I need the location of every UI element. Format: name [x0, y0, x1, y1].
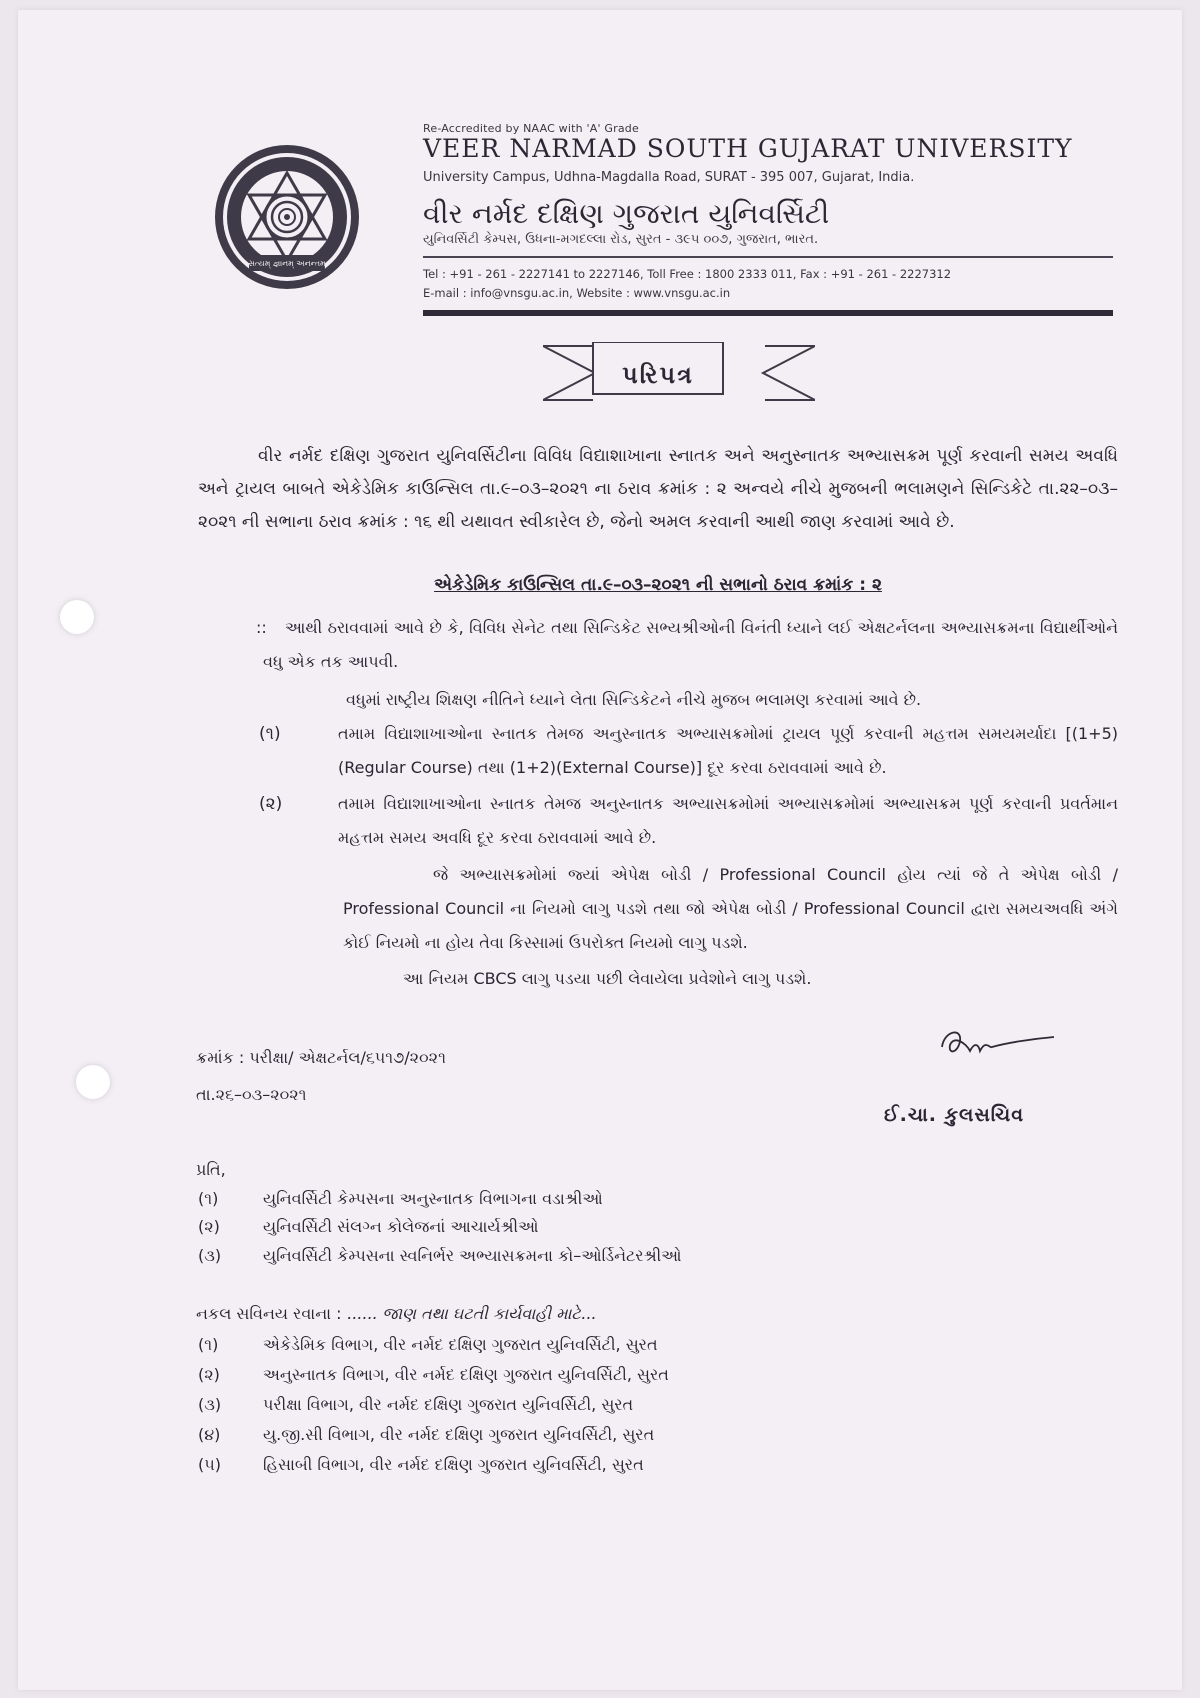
punch-hole — [76, 1065, 110, 1099]
list-item: અનુસ્નાતક વિભાગ, વીર નર્મદ દક્ષિણ ગુજરાત યુનિવર્સિટી, સુરત — [263, 1365, 669, 1384]
list-item: યુનિવર્સિટી કેમ્પસના સ્વનિર્ભર અભ્યાસક્રમના કો–ઓર્ડિનેટરશ્રીઓ — [263, 1246, 682, 1265]
resolution-mark: :: — [256, 618, 267, 637]
list-item-number: (૫) — [198, 1455, 221, 1474]
point-number: (૧) — [259, 724, 281, 744]
signature-icon — [936, 1013, 1056, 1073]
list-item: યુનિવર્સિટી સંલગ્ન કોલેજનાં આચાર્યશ્રીઓ — [263, 1217, 539, 1236]
point-text: તમામ વિદ્યાશાખાઓના સ્નાતક તેમજ અનુસ્નાતક અભ્યાસક્રમોમાં ટ્રાયલ પૂર્ણ કરવાની મહત્તમ સમયમર્યાદા [(1+5)(Regular Course) તથા (1+2)(External Course)] દૂર કરવા ઠરાવવામાં આવે છે. — [338, 724, 1118, 777]
cbcs-note: આ નિયમ CBCS લાગુ પડયા પછી લેવાયેલા પ્રવેશોને લાગુ પડશે. — [403, 969, 812, 988]
university-name-gujarati: વીર નર્મદ દક્ષિણ ગુજરાત યુનિવર્સિટી — [423, 197, 830, 230]
header-thick-divider — [423, 310, 1113, 316]
punch-hole — [60, 600, 94, 634]
email-website: E-mail : info@vnsgu.ac.in, Website : www.vnsgu.ac.in — [423, 286, 731, 300]
list-item: પરીક્ષા વિભાગ, વીર નર્મદ દક્ષિણ ગુજરાત યુનિવર્સિટી, સુરત — [263, 1395, 634, 1414]
recommendation-intro: વધુમાં રાષ્ટ્રીય શિક્ષણ નીતિને ધ્યાને લેતા સિન્ડિકેટને નીચે મુજબ ભલામણ કરવામાં આવે છે. — [346, 690, 922, 709]
signatory-title: ઈ.ચા. કુલસચિવ — [884, 1104, 1025, 1126]
copy-purpose: ...... જાણ તથા ઘટતી કાર્યવાહી માટે... — [346, 1304, 596, 1323]
point-text: તમામ વિદ્યાશાખાઓના સ્નાતક તેમજ અનુસ્નાતક અભ્યાસક્રમોમાં અભ્યાસક્રમોમાં અભ્યાસક્રમ પૂર્ણ કરવાની પ્રવર્તમાન મહત્તમ સમય અવધિ દૂર કરવા ઠરાવવામાં આવે છે. — [338, 794, 1118, 847]
accreditation-text: Re-Accredited by NAAC with 'A' Grade — [423, 122, 639, 135]
contact-numbers: Tel : +91 - 261 - 2227141 to 2227146, Toll Free : 1800 2333 011, Fax : +91 - 261 - 2227312 — [423, 267, 952, 281]
list-item-number: (૩) — [198, 1246, 222, 1265]
address-gujarati: યુનિવર્સિટી કેમ્પસ, ઉધના-મગદલ્લા રોડ, સુરત - ૩૯૫ ૦૦૭, ગુજરાત, ભારત. — [423, 232, 819, 247]
point-number: (૨) — [259, 794, 283, 814]
list-item: યુ.જી.સી વિભાગ, વીર નર્મદ દક્ષિણ ગુજરાત યુનિવર્સિટી, સુરત — [263, 1425, 655, 1444]
university-name-english: VEER NARMAD SOUTH GUJARAT UNIVERSITY — [423, 134, 1073, 163]
document-title: પરિપત્ર — [622, 361, 694, 389]
list-item-number: (૪) — [198, 1425, 221, 1444]
list-item-number: (૧) — [198, 1189, 219, 1208]
copy-label: નકલ સવિનય રવાના : — [196, 1304, 342, 1323]
list-item-number: (૧) — [198, 1335, 219, 1354]
document-page — [18, 10, 1182, 1690]
address-english: University Campus, Udhna-Magdalla Road, SURAT - 395 007, Gujarat, India. — [423, 170, 915, 185]
seal-motto: સત્યમ્ જ્ઞાનમ્ અનન્તમ્ — [248, 259, 326, 268]
copy-to-line — [196, 1304, 596, 1324]
list-item: યુનિવર્સિટી કેમ્પસના અનુસ્નાતક વિભાગના વડાશ્રીઓ — [263, 1189, 603, 1208]
reference-number: ક્રમાંક : પરીક્ષા/ એક્ષટર્નલ/૬૫૧૭/૨૦૨૧ — [196, 1048, 446, 1067]
recipients-label: પ્રતિ, — [196, 1160, 226, 1179]
resolution-heading: એકેડેમિક કાઉન્સિલ તા.૯–૦૩–૨૦૨૧ ની સભાનો ઠરાવ ક્રમાંક : ૨ — [434, 575, 882, 595]
reference-date: તા.૨૬–૦૩–૨૦૨૧ — [196, 1085, 307, 1104]
header-divider — [423, 256, 1113, 258]
resolution-text: આથી ઠરાવવામાં આવે છે કે, વિવિધ સેનેટ તથા સિન્ડિકેટ સભ્યશ્રીઓની વિનંતી ધ્યાને લઈ એક્ષટર્નલના અભ્યાસક્રમના વિદ્યાર્થીઓને વધુ એક તક આપવી. — [263, 618, 1118, 671]
list-item-number: (૩) — [198, 1395, 222, 1414]
apex-body-note: જે અભ્યાસક્રમોમાં જ્યાં એપેક્ષ બોડી / Professional Council હોય ત્યાં જે તે એપેક્ષ બોડી / Professional Council ના નિયમો લાગુ પડશે તથા જો એપેક્ષ બોડી / Professional Council દ્વારા સમયઅવધિ અંગે કોઈ નિયમો ના હોય તેવા કિસ્સામાં ઉપરોક્ત નિયમો લાગુ પડશે. — [343, 865, 1118, 952]
list-item: હિસાબી વિભાગ, વીર નર્મદ દક્ષિણ ગુજરાત યુનિવર્સિટી, સુરત — [263, 1455, 644, 1474]
list-item-number: (૨) — [198, 1217, 220, 1236]
list-item-number: (૨) — [198, 1365, 220, 1384]
intro-paragraph: વીર નર્મદ દક્ષિણ ગુજરાત યુનિવર્સિટીના વિવિધ વિદ્યાશાખાના સ્નાતક અને અનુસ્નાતક અભ્યાસક્રમ પૂર્ણ કરવાની સમય અવધિ અને ટ્રાયલ બાબતે એકેડેમિક કાઉન્સિલ તા.૯–૦૩–૨૦૨૧ ના ઠરાવ ક્રમાંક : ૨ અન્વયે નીચે મુજબની ભલામણને સિન્ડિકેટે તા.૨૨–૦૩–૨૦૨૧ ની સભાના ઠરાવ ક્રમાંક : ૧૬ થી યથાવત સ્વીકારેલ છે, જેનો અમલ કરવાની આથી જાણ કરવામાં આવે છે. — [198, 446, 1118, 532]
list-item: એકેડેમિક વિભાગ, વીર નર્મદ દક્ષિણ ગુજરાત યુનિવર્સિટી, સુરત — [263, 1335, 658, 1354]
